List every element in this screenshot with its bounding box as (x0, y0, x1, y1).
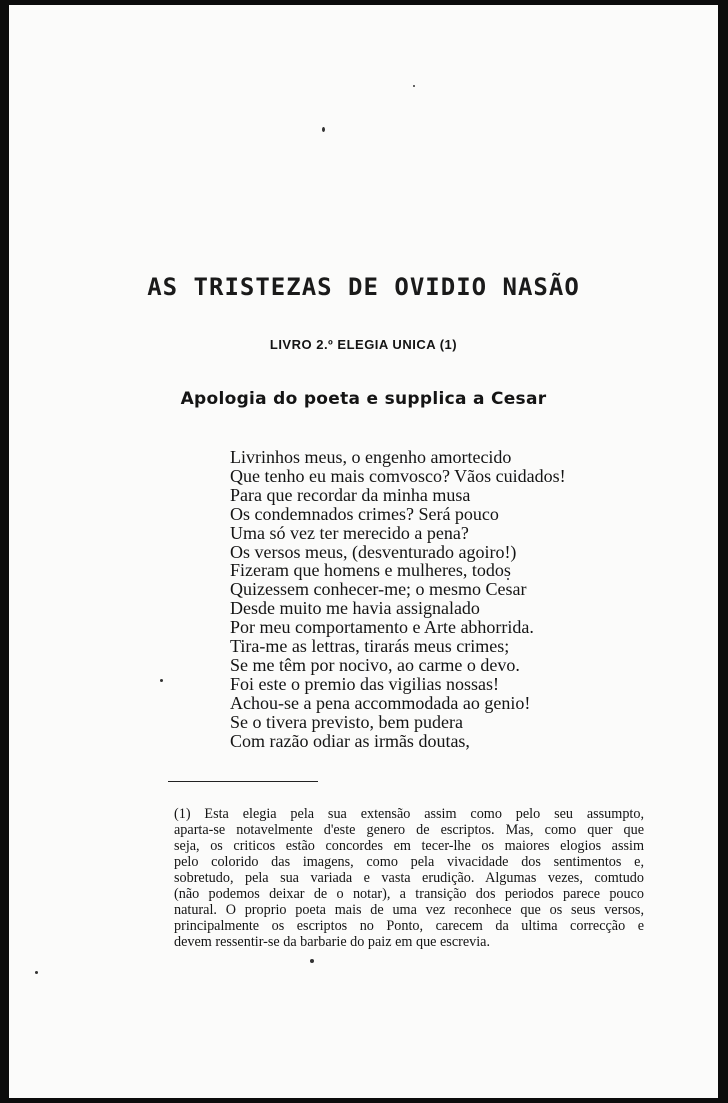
ink-speck (413, 85, 415, 87)
poem-line: Tira-me as lettras, tirarás meus crimes; (230, 636, 510, 657)
poem-line: Para que recordar da minha musa (230, 484, 471, 505)
poem-line: Os condemnados crimes? Será pouco (230, 503, 499, 524)
ink-speck (35, 971, 38, 974)
footnote-line: devem ressentir-se da barbarie do paiz em que escrevia. (174, 934, 491, 950)
footnote-line: (não podemos deixar de o notar), a transição dos periodos parece pouco (174, 886, 644, 902)
poem-line: Livrinhos meus, o engenho amortecido (230, 447, 512, 467)
poem-line: Achou-se a pena accommodada ao genio! (230, 692, 531, 713)
poem-line: Os versos meus, (desventurado agoiro!) (230, 541, 517, 562)
section-heading: Apologia do poeta e supplica a Cesar (180, 389, 547, 409)
footnote-divider (168, 781, 318, 782)
ink-speck (310, 959, 314, 963)
footnote-line: natural. O proprio poeta mais de uma vez reconhece que os seus versos, (174, 902, 644, 918)
poem-line: Por meu comportamento e Arte abhorrida. (230, 617, 534, 638)
poem-line: Que tenho eu mais comvosco? Vãos cuidados! (230, 465, 566, 486)
footnote (174, 806, 644, 950)
footnote-line: aparta-se notavelmente d'este genero de escriptos. Mas, como quer que (174, 822, 644, 838)
footnote-line: seja, os criticos estão concordes em tecer-lhe os maiores elogios assim (174, 838, 644, 854)
poem-line: Desde muito me havia assignalado (230, 598, 480, 619)
footnote-line: pelo colorido das imagens, como pela vivacidade dos sentimentos e, (174, 854, 644, 870)
ink-speck (322, 127, 325, 132)
ink-speck (160, 679, 163, 682)
poem-stanza (230, 448, 566, 751)
poem-line: Com razão odiar as irmãs doutas, (230, 730, 470, 751)
poem-line: Se me têm por nocivo, ao carme o devo. (230, 654, 520, 675)
footnote-line: principalmente os escriptos no Ponto, carecem da ultima correcção e (174, 918, 644, 934)
footnote-line: sobretudo, pela sua variada e vasta erudição. Algumas vezes, comtudo (174, 870, 644, 886)
book-elegy-subtitle: LIVRO 2.º ELEGIA UNICA (1) (269, 337, 458, 352)
poem-line: Foi este o premio das vigilias nossas! (230, 673, 499, 694)
poem-line: Quizessem conhecer-me; o mesmo Cesar (230, 579, 527, 600)
footnote-line: (1) Esta elegia pela sua extensão assim como pelo seu assumpto, (174, 806, 644, 822)
page-title: AS TRISTEZAS DE OVIDIO NASÃO (147, 273, 580, 301)
poem-line: Fizeram que homens e mulheres, todos (230, 560, 511, 581)
poem-line: Se o tivera previsto, bem pudera (230, 711, 463, 732)
poem-line: Uma só vez ter merecido a pena? (230, 522, 469, 543)
